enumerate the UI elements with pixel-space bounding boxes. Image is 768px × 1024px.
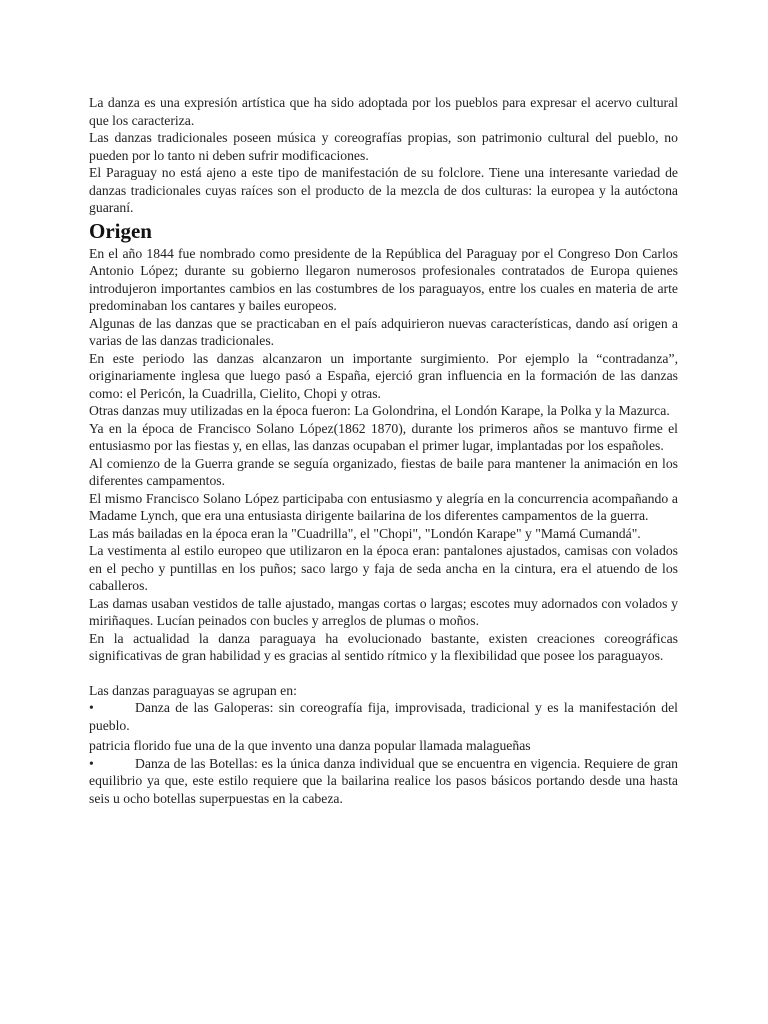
origen-paragraph: Al comienzo de la Guerra grande se seguía organizado, fiestas de baile para mantener la animación en los diferentes campamentos. xyxy=(89,455,678,488)
bullet-item xyxy=(89,755,678,808)
origen-paragraph: Otras danzas muy utilizadas en la época fueron: La Golondrina, el Londón Karape, la Polka y la Mazurca. xyxy=(89,403,670,418)
origen-paragraph: Algunas de las danzas que se practicaban en el país adquirieron nuevas características, dando así origen a varias de las danzas tradicionales. xyxy=(89,315,678,348)
origen-paragraph: Las más bailadas en la época eran la "Cuadrilla", el "Chopi", "Londón Karape" y "Mamá Cumandá". xyxy=(89,525,641,541)
bullet-text: Danza de las Botellas: es la única danza individual que se encuentra en vigencia. Requiere de gran equilibrio ya que, este estilo requiere que la bailarina realice los pasos básicos portando desde una hasta seis u ocho botellas superpuestas en la cabeza. xyxy=(89,755,678,806)
bullet-marker: • xyxy=(89,755,94,771)
origen-paragraph: En el año 1844 fue nombrado como presidente de la República del Paraguay por el Congreso Don Carlos Antonio López; durante su gobierno llegaron numerosos profesionales contratados de Europa quienes introdujeron importantes cambios en las costumbres de los paraguayos, entre los cuales en materia de arte predominaban los cantares y bailes europeos. xyxy=(89,245,678,313)
section-heading: Origen xyxy=(89,218,152,243)
intro-paragraph: El Paraguay no está ajeno a este tipo de manifestación de su folclore. Tiene una interesante variedad de danzas tradicionales cuyas raíces son el producto de la mezcla de dos culturas: la europea y la autóctona guaraní. xyxy=(89,165,678,215)
document-page xyxy=(89,94,678,807)
intro-paragraph: La danza es una expresión artística que ha sido adoptada por los pueblos para expresar el acervo cultural que los caracteriza. xyxy=(89,95,678,128)
origen-paragraph: El mismo Francisco Solano López participaba con entusiasmo y alegría en la concurrencia acompañando a Madame Lynch, que era una entusiasta dirigente bailarina de los diferentes campamentos de la guerra. xyxy=(89,490,678,523)
origen-paragraph: Las damas usaban vestidos de talle ajustado, mangas cortas o largas; escotes muy adornados con volados y miriñaques. Lucían peinados con bucles y arreglos de plumas o moños. xyxy=(89,595,678,628)
origen-paragraph: La vestimenta al estilo europeo que utilizaron en la época eran: pantalones ajustados, camisas con volados en el pecho y puntillas en los puños; saco largo y faja de seda ancha en la cintura, era el atuendo de los caballeros. xyxy=(89,543,678,593)
origen-paragraph: En este periodo las danzas alcanzaron un importante surgimiento. Por ejemplo la “contradanza”, originariamente inglesa que luego pasó a España, ejerció gran influencia en la formación de las danzas como: el Pericón, la Cuadrilla, Cielito, Chopi y otras. xyxy=(89,350,678,401)
bullet-item xyxy=(89,699,678,734)
groups-intro: Las danzas paraguayas se agrupan en: xyxy=(89,682,297,698)
bullet-marker: • xyxy=(89,700,94,715)
blank-line xyxy=(89,665,678,682)
origen-paragraph: En la actualidad la danza paraguaya ha evolucionado bastante, existen creaciones coreográficas significativas de gran habilidad y es gracias al sentido rítmico y la flexibilidad que posee los paraguayos. xyxy=(89,630,678,663)
bullet-text: Danza de las Galoperas: sin coreografía fija, improvisada, tradicional y es la manifestación del pueblo. xyxy=(89,700,678,733)
origen-paragraph: Ya en la época de Francisco Solano López(1862 1870), durante los primeros años se mantuvo firme el entusiasmo por las fiestas y, en ellas, las danzas ocupaban el primer lugar, implantadas por los españoles. xyxy=(89,420,678,453)
intro-paragraph: Las danzas tradicionales poseen música y coreografías propias, son patrimonio cultural del pueblo, no pueden por lo tanto ni deben sufrir modificaciones. xyxy=(89,130,678,163)
note-line: patricia florido fue una de la que invento una danza popular llamada malagueñas xyxy=(89,738,531,753)
